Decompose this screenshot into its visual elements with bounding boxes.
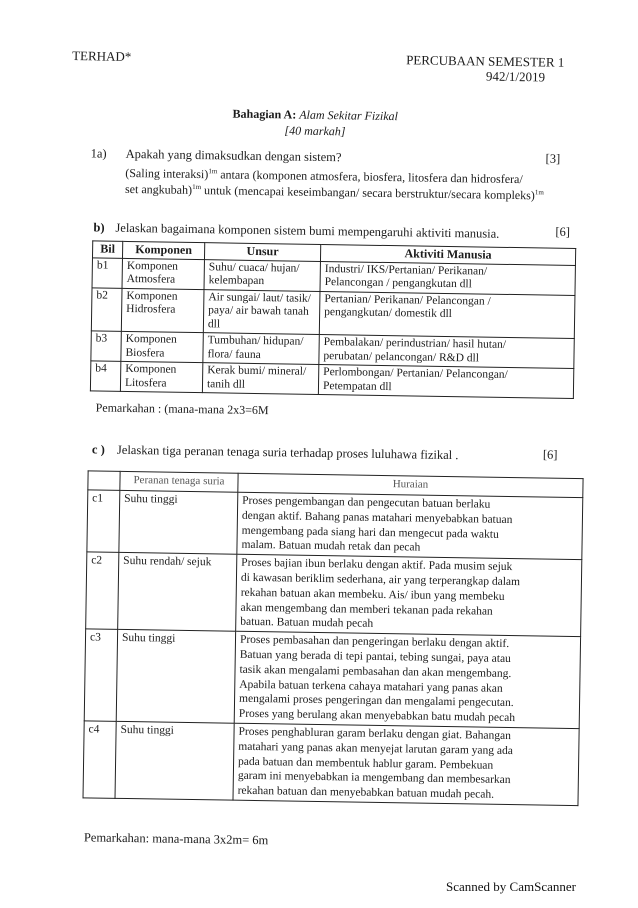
row-unsur: Tumbuhan/ hidupan/ flora/ fauna	[203, 333, 319, 365]
q1c-label: c )	[91, 442, 105, 457]
components-table	[90, 240, 576, 399]
row-aktiviti: Pertanian/ Perikanan/ Pelancongan / pengangkutan/ domestik dll	[319, 291, 575, 339]
row-unsur: Suhu/ cuaca/ hujan/ kelembapan	[204, 259, 320, 291]
row-huraian: Proses pengembangan dan pengecutan batuan berlaku dengan aktif. Bahang panas matahari menyebabkan batuan mengembang pada siang hari dan mengecut pada waktu malam. Batuan mudah retak dan pecah	[237, 492, 583, 560]
row-aktiviti: Pembalakan/ perindustrian/ hasil hutan/ perubatan/ pelancongan/ R&D dll	[319, 334, 574, 368]
row-peranan: Suhu rendah/ sejuk	[118, 553, 237, 632]
header-id	[88, 471, 120, 491]
q1c-remark: Pemarkahan: mana-mana 3x2m= 6m	[83, 830, 269, 848]
row-id: c1	[87, 490, 120, 553]
q1c-marks: [6]	[542, 447, 558, 462]
header-komponen: Komponen	[122, 241, 204, 259]
scanner-watermark: Scanned by CamScanner	[446, 879, 576, 894]
row-bil: b4	[90, 361, 120, 391]
q1a-label: 1a)	[90, 146, 107, 161]
table-row	[91, 287, 575, 338]
classification-label: TERHAD*	[72, 48, 132, 64]
exam-title: PERCUBAAN SEMESTER 1	[406, 52, 565, 70]
row-id: c3	[84, 629, 117, 721]
table-row	[90, 361, 573, 399]
table-row	[83, 721, 579, 806]
row-id: c2	[86, 552, 119, 629]
table-row	[87, 490, 583, 560]
header-peranan: Peranan tenaga suria	[120, 471, 238, 492]
row-huraian: Proses penghabluran garam berlaku dengan giat. Bahangan matahari yang panas akan menyejat larutan garam yang ada pada batuan dan membentuk hablur garam. Pembekuan garam ini menyebabkan ia mengembang dan membesarkan rekahan batuan dan menyebabkan batuan mudah pecah.	[233, 723, 579, 805]
row-aktiviti: Perlombongan/ Pertanian/ Pelancongan/ Petempatan dll	[318, 364, 573, 398]
table-row	[84, 629, 580, 729]
q1a-answer-line2: set angkubah)$^{1m}$ untuk (mencapai keseimbangan/ secara berstruktur/secara kompleks)$^{1m}$	[124, 181, 544, 203]
exam-code: 942/1/2019	[485, 68, 546, 85]
header-bil: Bil	[92, 241, 122, 258]
section-title	[215, 106, 415, 124]
row-aktiviti: Industri/ IKS/Pertanian/ Perikanan/ Pelancongan / pengangkutan dll	[320, 261, 575, 295]
row-unsur: Kerak bumi/ mineral/ tanih dll	[202, 363, 318, 395]
row-komponen: Komponen Biosfera	[121, 331, 203, 362]
row-huraian: Proses pembasahan dan pengeringan berlaku dengan aktif. Batuan yang berada di tepi pantai, tebing sungai, paya atau tasik akan mengalami pembasahan dan akan mengembang. Apabila batuan terkena cahaya matahari yang panas akan mengalami proses pengeringan dan mengalami pengecutan. Proses yang berulang akan menyebabkan batu mudah pecah	[234, 631, 580, 728]
q1b-remark: Pemarkahan : (mana-mana 2x3=6M	[95, 400, 269, 418]
section-marks: [40 markah]	[284, 123, 346, 139]
q1a-marks: [3]	[545, 151, 561, 166]
section-title-italic: Alam Sekitar Fizikal	[299, 107, 399, 124]
row-id: c4	[83, 721, 116, 798]
solar-roles-table	[83, 470, 584, 806]
q1b-label: b)	[93, 220, 105, 235]
header-huraian: Huraian	[238, 473, 583, 497]
row-peranan: Suhu tinggi	[119, 490, 238, 554]
section-title-bold: Bahagian A:	[232, 106, 297, 122]
q1a-question: Apakah yang dimaksudkan dengan sistem?	[125, 146, 342, 165]
row-peranan: Suhu tinggi	[116, 630, 235, 724]
q1a-answer-line1: (Saling interaksi)$^{1m}$ antara (komponen atmosfera, biosfera, litosfera dan hidrosfera/	[125, 165, 523, 187]
row-peranan: Suhu tinggi	[115, 721, 234, 800]
row-komponen: Komponen Atmosfera	[122, 258, 204, 289]
header-aktiviti: Aktiviti Manusia	[320, 244, 575, 265]
table-row	[86, 552, 582, 637]
row-huraian: Proses bajian ibun berlaku dengan aktif. Pada musim sejuk di kawasan beriklim sederhana, air yang terperangkap dalam rekahan batuan akan membeku. Ais/ ibun yang membeku akan mengembang dan memberi tekanan pada rekahan batuan. Batuan mudah pecah	[236, 554, 582, 636]
header-unsur: Unsur	[204, 243, 320, 261]
row-unsur: Air sungai/ laut/ tasik/ paya/ air bawah tanah dll	[203, 289, 320, 334]
q1c-question: Jelaskan tiga peranan tenaga suria terhadap proses luluhawa fizikal .	[116, 442, 459, 463]
row-bil: b1	[92, 257, 122, 287]
row-bil: b2	[91, 287, 122, 331]
row-komponen: Komponen Litosfera	[120, 361, 202, 392]
row-komponen: Komponen Hidrosfera	[121, 288, 204, 333]
q1b-question: Jelaskan bagaimana komponen sistem bumi mempengaruhi aktiviti manusia.	[115, 220, 500, 241]
q1b-marks: [6]	[555, 224, 571, 239]
row-bil: b3	[91, 331, 121, 361]
